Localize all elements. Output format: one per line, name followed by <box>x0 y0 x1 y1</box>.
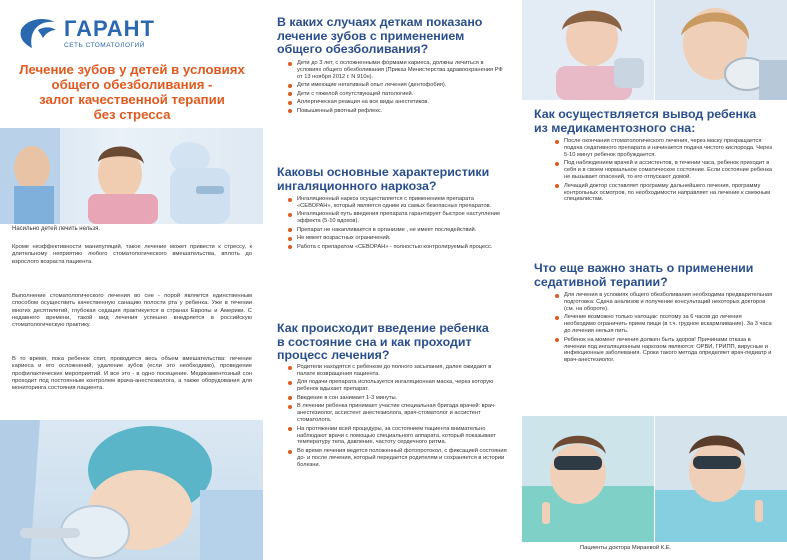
paragraph: Кроме неэффективности манипуляций, такое лечение может привести к стрессу, к длительному неприятию любого стоматологического вмешательства, вплоть до взрослого возраста пациента. <box>12 244 252 265</box>
logo-subtitle: СЕТЬ СТОМАТОЛОГИЙ <box>64 42 145 49</box>
list-item: Лечение возможно только натощак: поэтому за 6 часов до лечения необходимо ограничить прием пищи (в т.ч. грудное вскармливание). За 3 часа до лечения нельзя пить. <box>552 314 774 335</box>
tooth-logo-icon <box>18 16 58 50</box>
list-item: Ингаляционный наркоз осуществляется с применением препарата «СЕВОРАН», который является одним из самых безопасных препаратов. <box>285 196 507 210</box>
list-item: Во время лечения ведется положенный фотопротокол, с фиксацией состояния до- и после лечения, который передается родителям и сохраняется в истории болезни. <box>285 448 507 469</box>
panel-middle <box>265 0 520 560</box>
awakening-list <box>552 138 774 205</box>
list-item: В лечении ребенка принимает участие специальная бригада врачей: врач-анестезиолог, ассистент анестезиолога, врач-стоматолог и ассистент стоматолога. <box>285 403 507 424</box>
list-item: Ребенок на момент лечения должен быть здоров! Причинами отказа в лечении под ингаляционным наркозом являются: ОРВИ, ГРИПП, вирусные и инфекционные заболевания. Сроки такого метода определяет врач-педиатр и врач-анестезиолог. <box>552 337 774 365</box>
section-heading-awakening: Как осуществляется вывод ребенка из медикаментозного сна: <box>534 107 757 135</box>
section-heading-important: Что еще важно знать о применении седативной терапии? <box>534 261 754 289</box>
indications-list <box>285 60 507 116</box>
logo <box>18 14 248 54</box>
characteristics-list <box>285 196 507 252</box>
title-line: общего обезболивания - <box>51 77 213 92</box>
panel-right <box>522 0 787 560</box>
caption: Насильно детей лечить нельзя. <box>12 226 101 232</box>
list-item: После окончания стоматологического лечения, через маску прекращается подача седативного препарата и начинается подача чистого кислорода. Через 5-10 минут ребенок пробуждается. <box>552 138 774 159</box>
paragraph: В то время, пока ребенок спит, проводится весь объем вмешательства: лечение кариеса и его осложнений, удаление зубов (если это необходимо), проведение профилактических мероприятий. И все это - в одно посещение. Медикаментозный сон проходит под постоянным контролем врача-анестезиолога, а также оборудования для мониторинга состояния пациента. <box>12 356 252 392</box>
title-line: Лечение зубов у детей в условиях <box>19 62 245 77</box>
photo-crying-child <box>0 128 263 224</box>
list-item: Дети имеющие негативный опыт лечения (дентофобия). <box>285 82 507 89</box>
list-item: Для подачи препарата используется ингаляционная маска, через которую ребенок вдыхает препарат. <box>285 379 507 393</box>
photo-smiling-girl <box>522 0 654 100</box>
procedure-list <box>285 364 507 470</box>
list-item: Аллергическая реакция на все виды анестетиков. <box>285 99 507 106</box>
list-item: Повышенный рвотный рефлекс. <box>285 108 507 115</box>
section-heading-characteristics: Каковы основные характеристики ингаляционного наркоза? <box>277 165 490 193</box>
section-heading-indications: В каких случаях деткам показано лечение зубов с применением общего обезболивания? <box>277 15 483 56</box>
list-item: Дети с тяжелой сопутствующей патологией. <box>285 91 507 98</box>
paragraph: Выполнение стоматологического лечения во сне - порой является единственным способом осуществить качественную санацию полости рта у ребенка. Уже в течении многих десятилетий, глубокая седация практикуется в странах Европы и Америки. С недавнего времени, такой вид лечения успешно внедряется в российскую стоматологическую практику. <box>12 293 252 329</box>
list-item: Работа с препаратом «СЕВОРАН» - полностью контролируемый процесс. <box>285 244 507 251</box>
list-item: Введение в сон занимает 1-3 минуты. <box>285 395 507 402</box>
list-item: Дети до 3 лет, с осложненными формами кариеса, должны лечиться в условиях общего обезболивания (Приказ Министерства здравоохранения РФ от 13 ноября 2012 г. N 910н). <box>285 60 507 81</box>
list-item: Препарат не накапливается в организме , не имеет последействий. <box>285 227 507 234</box>
list-item: Ингаляционный путь введения препарата гарантирует быстрое наступление эффекта (5-10 вдохов). <box>285 211 507 225</box>
list-item: Родители находятся с ребенком до полного засыпания, далее ожидают в палате возвращения пациента. <box>285 364 507 378</box>
list-item: Для лечения в условиях общего обезболивания необходима предварительная подготовка: Сдача анализов и получение консультаций некоторых докторов (см. на обороте). <box>552 292 774 313</box>
list-item: Лечащий доктор составляет программу дальнейшего лечения, программу контрольных осмотров, по необходимости направляет на лечение к смежным специалистам. <box>552 183 774 204</box>
page-title <box>12 62 252 122</box>
photo-boy-goggles <box>655 416 787 542</box>
list-item: На протяжении всей процедуры, за состоянием пациента внимательно наблюдают врачи с помощью специального аппарата, который показывает температуру тела, давление, частоту сердечного ритма. <box>285 426 507 447</box>
title-line: залог качественной терапии <box>39 92 225 107</box>
list-item: Под наблюдением врачей и ассистентов, в течении часа, ребенок приходит в себя и в своем нормальное соматическое состояние. Если состояние ребенка не вызывает опасений, то его отпускают домой. <box>552 160 774 181</box>
panel-left <box>0 0 263 560</box>
important-list <box>552 292 774 366</box>
section-heading-procedure: Как происходит введение ребенка в состояние сна и как проходит процесс лечения? <box>277 321 489 362</box>
logo-name: ГАРАНТ <box>64 16 155 41</box>
title-line: без стресса <box>93 107 171 122</box>
photo-girl-goggles <box>522 416 654 542</box>
list-item: Не имеет возрастных ограничений. <box>285 235 507 242</box>
photo-child-with-mask <box>0 420 263 560</box>
photo-boy-with-mask <box>655 0 787 100</box>
photo-credit: Пациенты доктора Мираевой К.Е. <box>580 545 672 551</box>
